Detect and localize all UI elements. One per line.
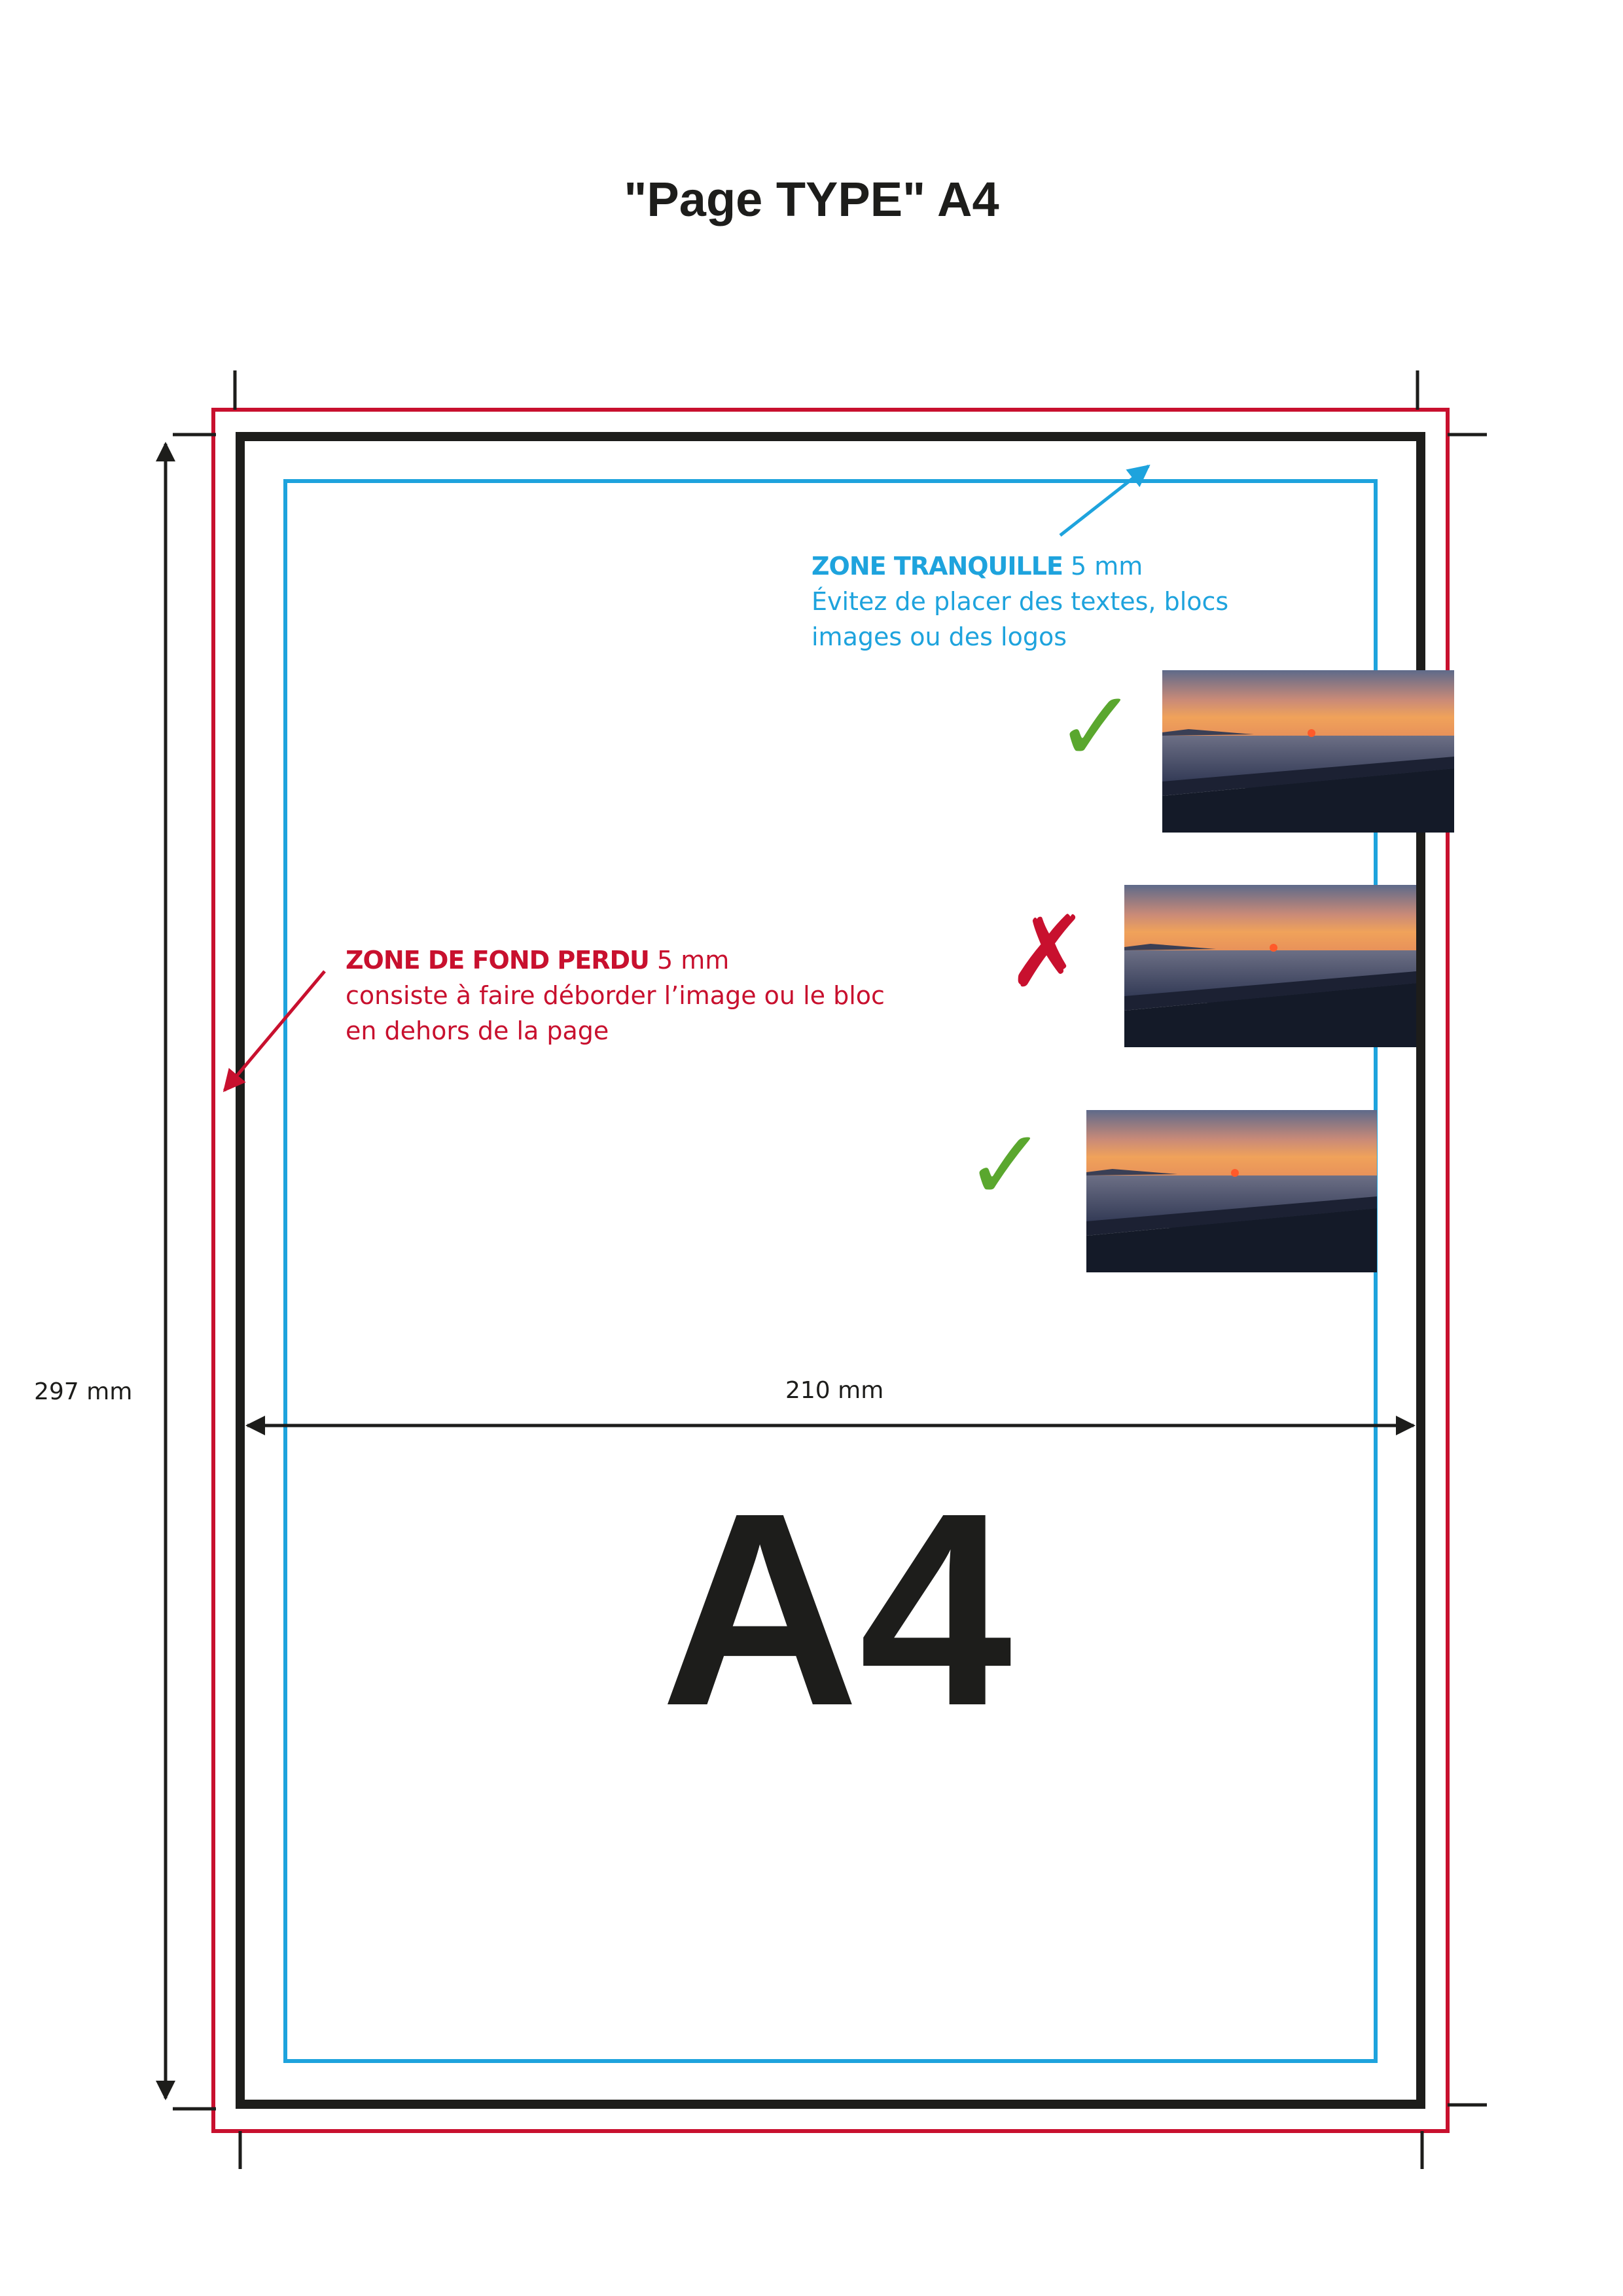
format-label: A4 xyxy=(660,1456,1012,1763)
bleed-zone-line-2: en dehors de la page xyxy=(346,1016,609,1045)
quiet-zone-size: 5 mm xyxy=(1071,552,1143,581)
bleed-zone-line-1: consiste à faire déborder l’image ou le bloc xyxy=(346,981,885,1010)
bleed-zone-size: 5 mm xyxy=(656,946,730,975)
quiet-zone-name: ZONE TRANQUILLE xyxy=(812,552,1063,581)
quiet-zone-label xyxy=(812,548,1228,655)
quiet-zone-arrow xyxy=(1060,466,1149,535)
check-mark-icon: ✓ xyxy=(1055,670,1137,784)
quiet-zone-line-2: images ou des logos xyxy=(812,622,1067,651)
cross-mark-icon: ✗ xyxy=(1007,895,1089,1009)
example-photo-bleed xyxy=(1162,670,1454,833)
bleed-zone-label xyxy=(346,942,885,1049)
page-title: "Page TYPE" A4 xyxy=(624,172,999,226)
height-dimension-label: 297 mm xyxy=(34,1378,133,1405)
example-photo-inside xyxy=(1086,1110,1377,1272)
check-mark-icon: ✓ xyxy=(965,1109,1047,1223)
bleed-zone-name: ZONE DE FOND PERDU xyxy=(346,946,649,975)
width-dimension-label: 210 mm xyxy=(785,1377,884,1404)
example-photo-overflow xyxy=(1124,885,1416,1047)
quiet-zone-line-1: Évitez de placer des textes, blocs xyxy=(812,587,1229,616)
